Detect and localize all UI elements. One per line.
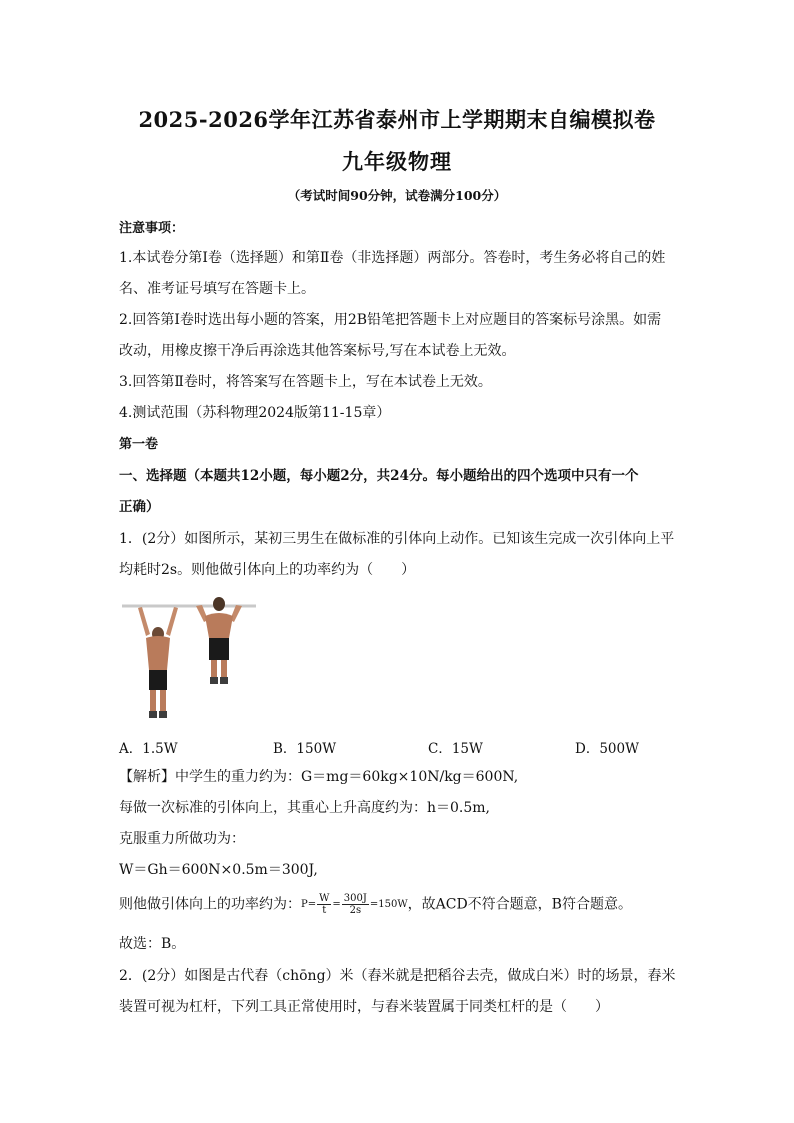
q1-analysis-2: 每做一次标准的引体向上，其重心上升高度约为：h＝0.5m, xyxy=(119,800,491,816)
q1-stem: 1．(2分）如图所示，某初三男生在做标准的引体向上动作。已知该生完成一次引体向上平 xyxy=(119,531,675,547)
q1-stem-cont: 均耗时2s。则他做引体向上的功率约为（ ） xyxy=(119,562,416,578)
q1-power-line xyxy=(119,893,679,916)
notice-item-2-cont: 改动，用橡皮擦干净后再涂选其他答案标号,写在本试卷上无效。 xyxy=(119,343,516,359)
q1-option-b: B．150W xyxy=(273,741,337,757)
formula-p: P= xyxy=(301,898,317,910)
q1-power-suffix: ，故ACD不符合题意，B符合题意。 xyxy=(407,896,632,913)
formula-w-over-t xyxy=(317,893,331,916)
power-formula xyxy=(301,893,408,916)
q1-option-d: D．500W xyxy=(575,741,639,757)
q1-analysis-4: W＝Gh＝600N×0.5m＝300J, xyxy=(119,862,318,878)
exam-subtitle: 九年级物理 xyxy=(342,149,452,174)
q2-stem-cont: 装置可视为杠杆，下列工具正常使用时，与舂米装置属于同类杠杆的是（ ） xyxy=(119,999,609,1015)
notice-item-1: 1.本试卷分第Ⅰ卷（选择题）和第Ⅱ卷（非选择题）两部分。答卷时，考生务必将自己的姓 xyxy=(119,250,666,266)
section-heading-cont: 正确） xyxy=(119,499,160,515)
q1-option-c: C．15W xyxy=(428,741,483,757)
section-heading: 一、选择题（本题共12小题，每小题2分，共24分。每小题给出的四个选项中只有一个 xyxy=(119,468,639,484)
exam-title: 2025-2026学年江苏省泰州市上学期期末自编模拟卷 xyxy=(138,107,656,132)
formula-den: 2s xyxy=(349,905,362,916)
q1-option-a: A．1.5W xyxy=(119,741,178,757)
exam-info: （考试时间90分钟，试卷满分100分） xyxy=(287,188,507,203)
formula-t: t xyxy=(322,905,327,916)
formula-eq: = xyxy=(332,898,341,910)
q1-power-prefix: 则他做引体向上的功率约为： xyxy=(119,896,301,913)
notice-item-1-cont: 名、准考证号填写在答题卡上。 xyxy=(119,281,315,297)
notice-item-3: 3.回答第Ⅱ卷时，将答案写在答题卡上，写在本试卷上无效。 xyxy=(119,374,492,390)
notice-item-4: 4.测试范围（苏科物理2024版第11-15章） xyxy=(119,405,391,421)
notice-heading: 注意事项： xyxy=(119,221,185,236)
formula-w: W xyxy=(319,893,330,904)
q1-answer: 故选：B。 xyxy=(119,936,186,952)
formula-result: =150W xyxy=(369,898,408,910)
formula-300j-over-2s xyxy=(342,893,369,916)
q1-analysis-3: 克服重力所做功为： xyxy=(119,831,245,847)
q1-analysis-1: 【解析】中学生的重力约为：G＝mg＝60kg×10N/kg＝600N, xyxy=(119,769,519,785)
volume-heading: 第一卷 xyxy=(119,437,159,452)
q2-stem: 2．(2分）如图是古代舂（chōng）米（舂米就是把稻谷去壳，做成白米）时的场景，舂米 xyxy=(119,968,676,984)
formula-num: 300J xyxy=(343,893,367,904)
pull-up-figure xyxy=(120,594,256,722)
notice-item-2: 2.回答第Ⅰ卷时选出每小题的答案，用2B铅笔把答题卡上对应题目的答案标号涂黑。如需 xyxy=(119,312,662,328)
